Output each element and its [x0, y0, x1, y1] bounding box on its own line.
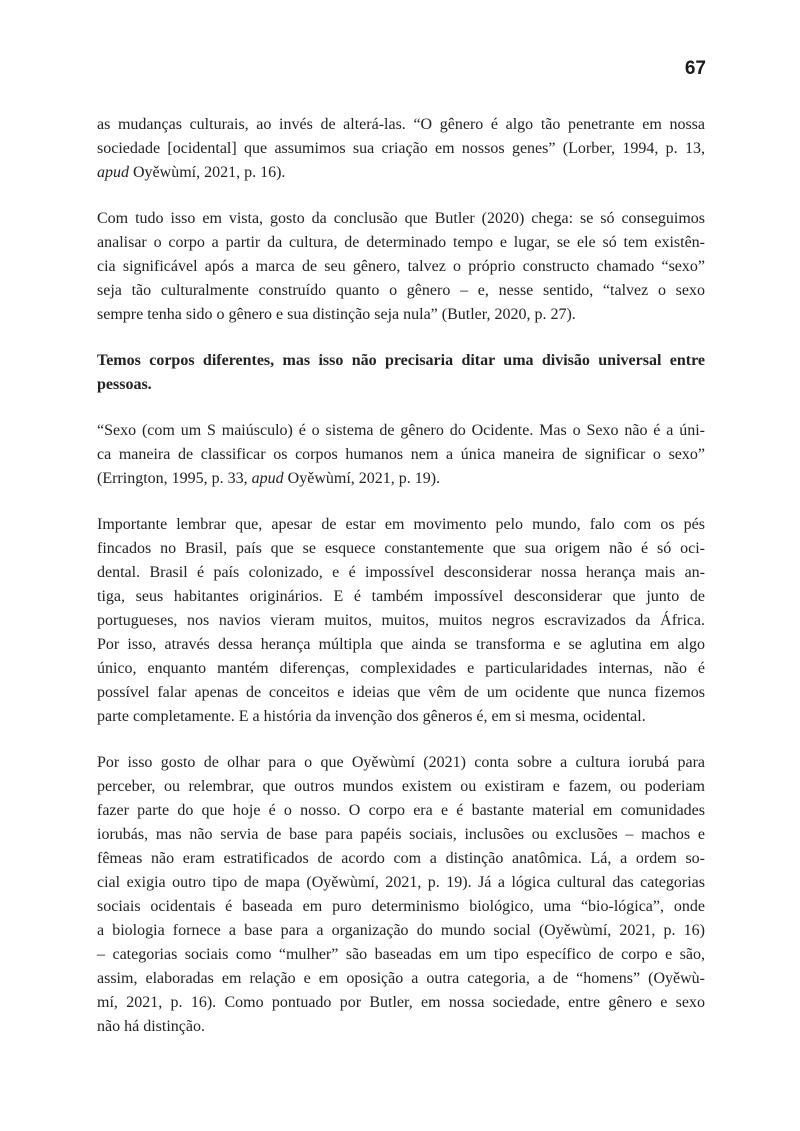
- paragraph: [97, 751, 705, 1039]
- italic-text: apud: [251, 470, 284, 487]
- text-line: fêmeas não eram estratificados de acordo com a distinção anatômica. Lá, a ordem so-: [97, 850, 705, 867]
- text-line: tiga, seus habitantes originários. E é também impossível desconsiderar que junto de: [97, 588, 705, 605]
- text-line: as mudanças culturais, ao invés de alterá-las. “O gênero é algo tão penetrante em nossa: [97, 116, 705, 133]
- text-line: cia significável após a marca de seu gênero, talvez o próprio constructo chamado “sexo”: [97, 258, 705, 275]
- italic-text: apud: [97, 164, 129, 181]
- text-line: mí, 2021, p. 16). Como pontuado por Butler, em nossa sociedade, entre gênero e sexo: [97, 994, 705, 1011]
- text-line: Temos corpos diferentes, mas isso não precisaria ditar uma divisão universal entre: [97, 352, 705, 369]
- text-line: fincados no Brasil, país que se esquece constantemente que sua origem não é só oci-: [97, 540, 705, 557]
- text-line: pessoas.: [97, 376, 152, 393]
- text-line: dental. Brasil é país colonizado, e é impossível desconsiderar nossa herança mais an-: [97, 564, 705, 581]
- text-line: Com tudo isso em vista, gosto da conclusão que Butler (2020) chega: se só conseguimos: [97, 210, 705, 227]
- text-line: cial exigia outro tipo de mapa (Oyěwùmí, 2021, p. 19). Já a lógica cultural das categorias: [97, 874, 705, 891]
- text-line: a biologia fornece a base para a organização do mundo social (Oyěwùmí, 2021, p. 16): [97, 922, 705, 939]
- text-line: – categorias sociais como “mulher” são baseadas em um tipo específico de corpo e são,: [97, 946, 705, 963]
- paragraph: [97, 207, 705, 327]
- paragraph: [97, 113, 705, 185]
- text-segment: (Errington, 1995, p. 33,: [97, 470, 252, 487]
- text-line: “Sexo (com um S maiúsculo) é o sistema de gênero do Ocidente. Mas o Sexo não é a úni-: [97, 422, 705, 439]
- text-line: portugueses, nos navios vieram muitos, muitos, muitos negros escravizados da África.: [97, 612, 705, 629]
- text-line: sociais ocidentais é baseada em puro determinismo biológico, uma “bio-lógica”, onde: [97, 898, 705, 915]
- text-line: Importante lembrar que, apesar de estar em movimento pelo mundo, falo com os pés: [97, 516, 705, 533]
- text-line: fazer parte do que hoje é o nosso. O corpo era e é bastante material em comunidades: [97, 802, 705, 819]
- text-line: sociedade [ocidental] que assumimos sua criação em nossos genes” (Lorber, 1994, p. 13,: [97, 140, 705, 157]
- text-line: perceber, ou relembrar, que outros mundos existem ou existiram e fazem, ou poderiam: [97, 778, 705, 795]
- text-line: Por isso, através dessa herança múltipla que ainda se transforma e se aglutina em algo: [97, 636, 705, 653]
- text-line: seja tão culturalmente construído quanto o gênero – e, nesse sentido, “talvez o sexo: [97, 282, 705, 299]
- page-number: 67: [684, 58, 706, 79]
- text-line: possível falar apenas de conceitos e ideias que vêm de um ocidente que nunca fizemos: [97, 684, 705, 701]
- text-line: não há distinção.: [97, 1018, 205, 1035]
- text-line: iorubás, mas não servia de base para papéis sociais, inclusões ou exclusões – machos e: [97, 826, 705, 843]
- text-segment: Oyěwùmí, 2021, p. 19).: [283, 470, 441, 487]
- text-line: assim, elaboradas em relação e em oposição a outra categoria, a de “homens” (Oyěwù-: [97, 970, 705, 987]
- paragraph: [97, 513, 705, 729]
- text-segment: Oyěwùmí, 2021, p. 16).: [129, 164, 286, 181]
- body-text: [97, 113, 705, 1061]
- section-heading: [97, 349, 705, 397]
- text-line: parte completamente. E a história da invenção dos gêneros é, em si mesma, ocidental.: [97, 708, 646, 725]
- text-line: Por isso gosto de olhar para o que Oyěwùmí (2021) conta sobre a cultura iorubá para: [97, 754, 705, 771]
- text-line: único, enquanto mantém diferenças, complexidades e particularidades internas, não é: [97, 660, 705, 677]
- text-line: analisar o corpo a partir da cultura, de determinado tempo e lugar, se ele só tem existên-: [97, 234, 705, 251]
- text-line: [97, 467, 705, 491]
- text-line: ca maneira de classificar os corpos humanos nem a única maneira de significar o sexo”: [97, 446, 705, 463]
- text-line: sempre tenha sido o gênero e sua distinção seja nula” (Butler, 2020, p. 27).: [97, 306, 576, 323]
- text-line: [97, 161, 705, 185]
- paragraph: [97, 419, 705, 491]
